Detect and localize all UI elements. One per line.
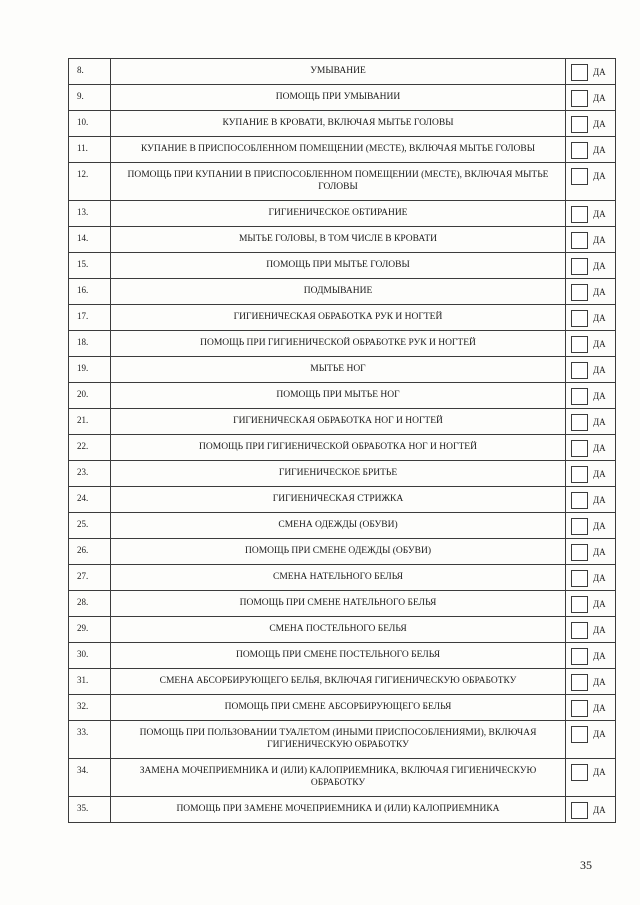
yes-checkbox[interactable]: [571, 622, 588, 639]
yes-label: ДА: [593, 573, 606, 584]
row-number: 13.: [69, 201, 111, 227]
service-description: ГИГИЕНИЧЕСКОЕ БРИТЬЕ: [111, 461, 566, 487]
yes-label: ДА: [593, 287, 606, 298]
table-row: [69, 721, 616, 759]
yes-label: ДА: [593, 171, 606, 182]
table-row: [69, 137, 616, 163]
row-number: 28.: [69, 591, 111, 617]
yes-checkbox[interactable]: [571, 674, 588, 691]
table-row: [69, 669, 616, 695]
row-number: 23.: [69, 461, 111, 487]
checkbox-cell: [566, 137, 616, 163]
checkbox-cell: [566, 513, 616, 539]
row-number: 31.: [69, 669, 111, 695]
row-number: 35.: [69, 797, 111, 823]
yes-label: ДА: [593, 703, 606, 714]
checkbox-cell: [566, 617, 616, 643]
table-row: [69, 591, 616, 617]
checkbox-cell: [566, 85, 616, 111]
row-number: 22.: [69, 435, 111, 461]
checkbox-cell: [566, 461, 616, 487]
table-row: [69, 227, 616, 253]
checkbox-cell: [566, 201, 616, 227]
service-description: МЫТЬЕ ГОЛОВЫ, В ТОМ ЧИСЛЕ В КРОВАТИ: [111, 227, 566, 253]
yes-label: ДА: [593, 145, 606, 156]
row-number: 18.: [69, 331, 111, 357]
table-row: [69, 409, 616, 435]
yes-label: ДА: [593, 119, 606, 130]
yes-label: ДА: [593, 313, 606, 324]
service-description: КУПАНИЕ В ПРИСПОСОБЛЕННОМ ПОМЕЩЕНИИ (МЕСТЕ), ВКЛЮЧАЯ МЫТЬЕ ГОЛОВЫ: [111, 137, 566, 163]
yes-checkbox[interactable]: [571, 700, 588, 717]
table-row: [69, 279, 616, 305]
checkbox-cell: [566, 643, 616, 669]
yes-label: ДА: [593, 625, 606, 636]
row-number: 26.: [69, 539, 111, 565]
service-description: ГИГИЕНИЧЕСКАЯ ОБРАБОТКА РУК И НОГТЕЙ: [111, 305, 566, 331]
yes-checkbox[interactable]: [571, 64, 588, 81]
checkbox-cell: [566, 163, 616, 201]
service-description: ПОМОЩЬ ПРИ ПОЛЬЗОВАНИИ ТУАЛЕТОМ (ИНЫМИ ПРИСПОСОБЛЕНИЯМИ), ВКЛЮЧАЯ ГИГИЕНИЧЕСКУЮ ОБРАБОТКУ: [111, 721, 566, 759]
row-number: 21.: [69, 409, 111, 435]
service-description: ПОМОЩЬ ПРИ СМЕНЕ АБСОРБИРУЮЩЕГО БЕЛЬЯ: [111, 695, 566, 721]
checkbox-cell: [566, 253, 616, 279]
table-row: [69, 201, 616, 227]
checkbox-cell: [566, 669, 616, 695]
yes-checkbox[interactable]: [571, 414, 588, 431]
table-row: [69, 513, 616, 539]
yes-label: ДА: [593, 599, 606, 610]
service-description: СМЕНА ОДЕЖДЫ (ОБУВИ): [111, 513, 566, 539]
yes-checkbox[interactable]: [571, 596, 588, 613]
yes-checkbox[interactable]: [571, 142, 588, 159]
service-description: СМЕНА АБСОРБИРУЮЩЕГО БЕЛЬЯ, ВКЛЮЧАЯ ГИГИЕНИЧЕСКУЮ ОБРАБОТКУ: [111, 669, 566, 695]
checkbox-cell: [566, 721, 616, 759]
yes-label: ДА: [593, 651, 606, 662]
yes-checkbox[interactable]: [571, 362, 588, 379]
service-description: ГИГИЕНИЧЕСКАЯ ОБРАБОТКА НОГ И НОГТЕЙ: [111, 409, 566, 435]
service-description: ПОДМЫВАНИЕ: [111, 279, 566, 305]
checkbox-cell: [566, 695, 616, 721]
checkbox-cell: [566, 797, 616, 823]
yes-checkbox[interactable]: [571, 440, 588, 457]
service-description: ПОМОЩЬ ПРИ КУПАНИИ В ПРИСПОСОБЛЕННОМ ПОМЕЩЕНИИ (МЕСТЕ), ВКЛЮЧАЯ МЫТЬЕ ГОЛОВЫ: [111, 163, 566, 201]
row-number: 19.: [69, 357, 111, 383]
row-number: 15.: [69, 253, 111, 279]
yes-checkbox[interactable]: [571, 544, 588, 561]
checkbox-cell: [566, 279, 616, 305]
yes-checkbox[interactable]: [571, 648, 588, 665]
table-row: [69, 565, 616, 591]
yes-label: ДА: [593, 417, 606, 428]
checkbox-cell: [566, 227, 616, 253]
yes-label: ДА: [593, 93, 606, 104]
row-number: 29.: [69, 617, 111, 643]
service-description: ПОМОЩЬ ПРИ МЫТЬЕ ГОЛОВЫ: [111, 253, 566, 279]
table-row: [69, 357, 616, 383]
yes-checkbox[interactable]: [571, 258, 588, 275]
checkbox-cell: [566, 111, 616, 137]
table-row: [69, 759, 616, 797]
yes-label: ДА: [593, 391, 606, 402]
row-number: 27.: [69, 565, 111, 591]
yes-checkbox[interactable]: [571, 466, 588, 483]
table-row: [69, 643, 616, 669]
table-row: [69, 617, 616, 643]
row-number: 14.: [69, 227, 111, 253]
row-number: 11.: [69, 137, 111, 163]
yes-checkbox[interactable]: [571, 726, 588, 743]
yes-label: ДА: [593, 339, 606, 350]
yes-checkbox[interactable]: [571, 90, 588, 107]
service-description: ПОМОЩЬ ПРИ МЫТЬЕ НОГ: [111, 383, 566, 409]
yes-checkbox[interactable]: [571, 232, 588, 249]
service-description: ПОМОЩЬ ПРИ СМЕНЕ НАТЕЛЬНОГО БЕЛЬЯ: [111, 591, 566, 617]
service-description: ПОМОЩЬ ПРИ ЗАМЕНЕ МОЧЕПРИЕМНИКА И (ИЛИ) КАЛОПРИЕМНИКА: [111, 797, 566, 823]
row-number: 24.: [69, 487, 111, 513]
yes-checkbox[interactable]: [571, 336, 588, 353]
table-row: [69, 305, 616, 331]
row-number: 10.: [69, 111, 111, 137]
table-row: [69, 383, 616, 409]
table-row: [69, 487, 616, 513]
yes-label: ДА: [593, 469, 606, 480]
yes-label: ДА: [593, 521, 606, 532]
checkbox-cell: [566, 565, 616, 591]
yes-label: ДА: [593, 209, 606, 220]
service-description: СМЕНА НАТЕЛЬНОГО БЕЛЬЯ: [111, 565, 566, 591]
checkbox-cell: [566, 759, 616, 797]
yes-checkbox[interactable]: [571, 388, 588, 405]
checkbox-cell: [566, 59, 616, 85]
row-number: 12.: [69, 163, 111, 201]
yes-checkbox[interactable]: [571, 284, 588, 301]
yes-checkbox[interactable]: [571, 802, 588, 819]
checkbox-cell: [566, 357, 616, 383]
yes-label: ДА: [593, 443, 606, 454]
table-row: [69, 539, 616, 565]
table-row: [69, 331, 616, 357]
row-number: 32.: [69, 695, 111, 721]
yes-label: ДА: [593, 729, 606, 740]
checkbox-cell: [566, 305, 616, 331]
yes-checkbox[interactable]: [571, 310, 588, 327]
table-row: [69, 695, 616, 721]
row-number: 20.: [69, 383, 111, 409]
yes-label: ДА: [593, 365, 606, 376]
checkbox-cell: [566, 487, 616, 513]
yes-checkbox[interactable]: [571, 492, 588, 509]
service-description: ПОМОЩЬ ПРИ ГИГИЕНИЧЕСКОЙ ОБРАБОТКЕ РУК И НОГТЕЙ: [111, 331, 566, 357]
table-row: [69, 253, 616, 279]
checkbox-cell: [566, 409, 616, 435]
service-description: ГИГИЕНИЧЕСКОЕ ОБТИРАНИЕ: [111, 201, 566, 227]
service-description: ПОМОЩЬ ПРИ СМЕНЕ ПОСТЕЛЬНОГО БЕЛЬЯ: [111, 643, 566, 669]
service-description: МЫТЬЕ НОГ: [111, 357, 566, 383]
yes-label: ДА: [593, 495, 606, 506]
yes-checkbox[interactable]: [571, 206, 588, 223]
service-description: КУПАНИЕ В КРОВАТИ, ВКЛЮЧАЯ МЫТЬЕ ГОЛОВЫ: [111, 111, 566, 137]
service-description: СМЕНА ПОСТЕЛЬНОГО БЕЛЬЯ: [111, 617, 566, 643]
yes-label: ДА: [593, 767, 606, 778]
checkbox-cell: [566, 435, 616, 461]
row-number: 30.: [69, 643, 111, 669]
row-number: 8.: [69, 59, 111, 85]
yes-label: ДА: [593, 805, 606, 816]
yes-label: ДА: [593, 235, 606, 246]
row-number: 34.: [69, 759, 111, 797]
service-description: УМЫВАНИЕ: [111, 59, 566, 85]
service-description: ГИГИЕНИЧЕСКАЯ СТРИЖКА: [111, 487, 566, 513]
row-number: 16.: [69, 279, 111, 305]
service-description: ПОМОЩЬ ПРИ ГИГИЕНИЧЕСКОЙ ОБРАБОТКА НОГ И НОГТЕЙ: [111, 435, 566, 461]
yes-checkbox[interactable]: [571, 570, 588, 587]
yes-checkbox[interactable]: [571, 518, 588, 535]
service-description: ЗАМЕНА МОЧЕПРИЕМНИКА И (ИЛИ) КАЛОПРИЕМНИКА, ВКЛЮЧАЯ ГИГИЕНИЧЕСКУЮ ОБРАБОТКУ: [111, 759, 566, 797]
yes-checkbox[interactable]: [571, 116, 588, 133]
table-row: [69, 163, 616, 201]
page-number: 35: [580, 858, 592, 872]
row-number: 17.: [69, 305, 111, 331]
services-checklist-table: [68, 58, 616, 823]
yes-label: ДА: [593, 547, 606, 558]
yes-label: ДА: [593, 67, 606, 78]
table-row: [69, 85, 616, 111]
yes-label: ДА: [593, 677, 606, 688]
row-number: 9.: [69, 85, 111, 111]
yes-checkbox[interactable]: [571, 168, 588, 185]
checkbox-cell: [566, 331, 616, 357]
table-row: [69, 59, 616, 85]
checkbox-cell: [566, 539, 616, 565]
row-number: 25.: [69, 513, 111, 539]
row-number: 33.: [69, 721, 111, 759]
table-row: [69, 461, 616, 487]
table-row: [69, 111, 616, 137]
checkbox-cell: [566, 591, 616, 617]
yes-checkbox[interactable]: [571, 764, 588, 781]
table-row: [69, 797, 616, 823]
service-description: ПОМОЩЬ ПРИ УМЫВАНИИ: [111, 85, 566, 111]
checkbox-cell: [566, 383, 616, 409]
table-row: [69, 435, 616, 461]
services-table-body: [69, 59, 616, 823]
yes-label: ДА: [593, 261, 606, 272]
service-description: ПОМОЩЬ ПРИ СМЕНЕ ОДЕЖДЫ (ОБУВИ): [111, 539, 566, 565]
